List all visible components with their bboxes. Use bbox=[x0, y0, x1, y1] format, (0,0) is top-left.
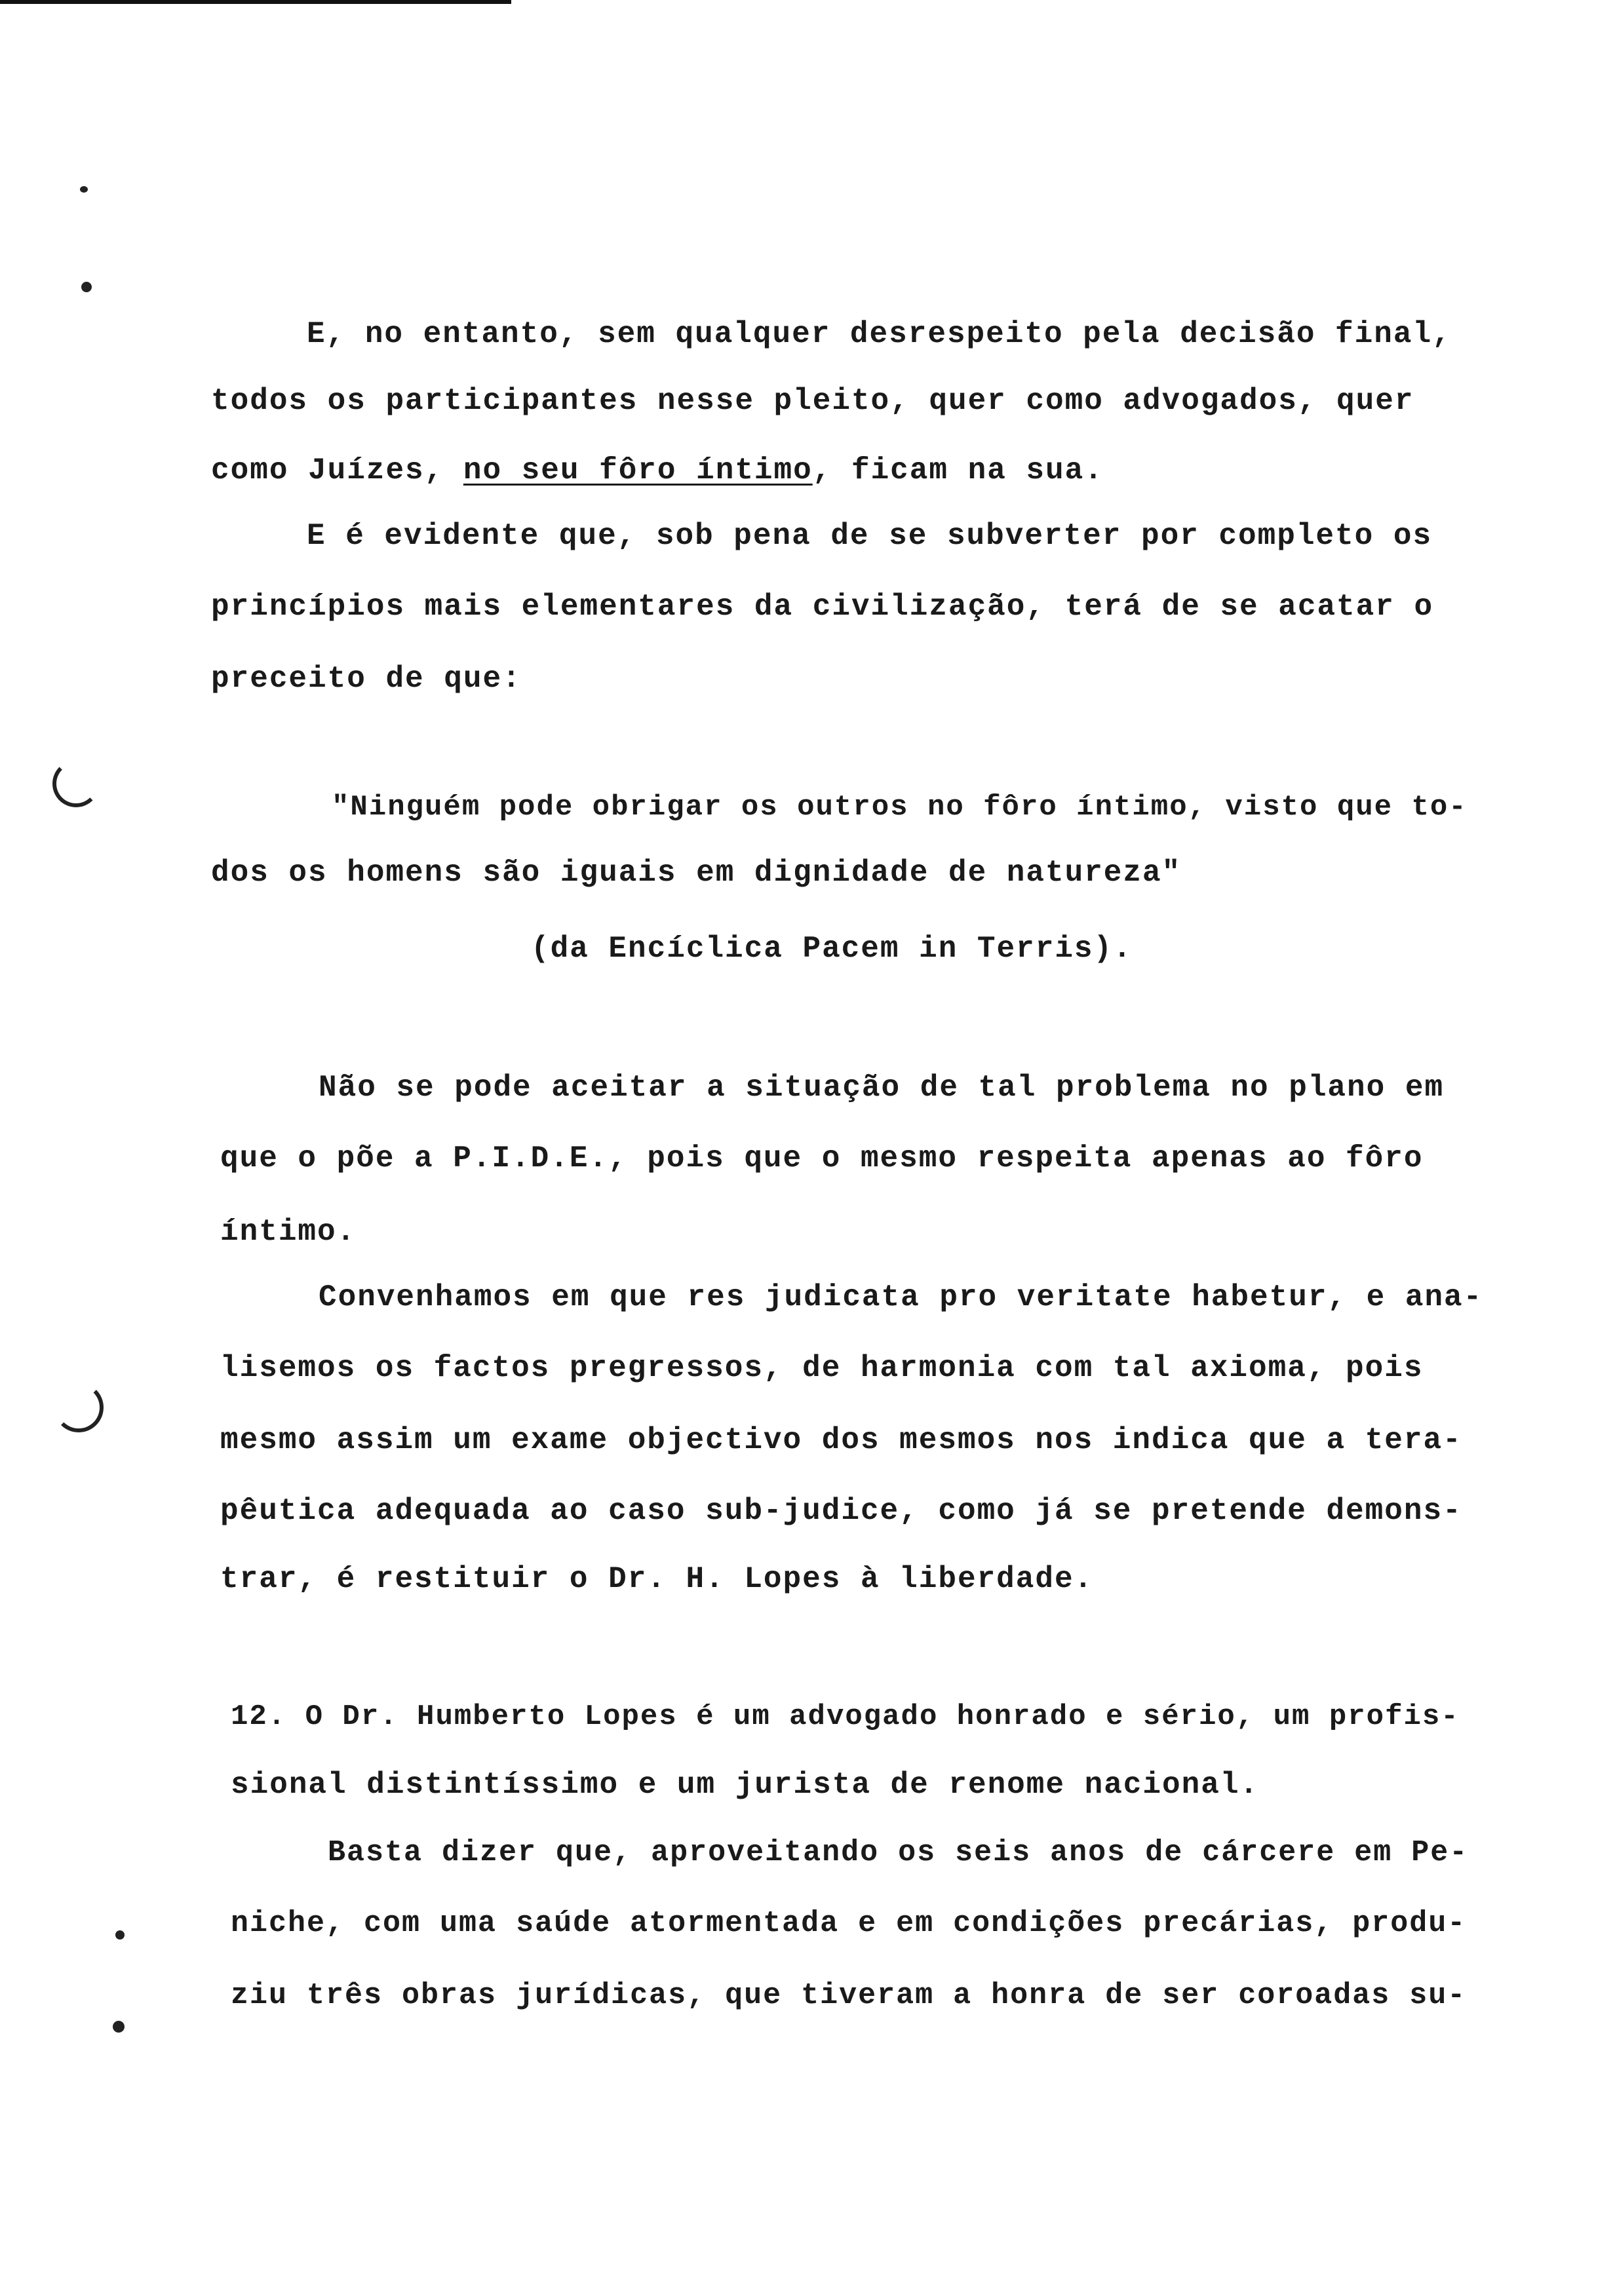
punch-hole-ring-bottom bbox=[54, 1383, 104, 1432]
paragraph-1-line-3 bbox=[211, 452, 1104, 489]
paragraph-1-line-1: E, no entanto, sem qualquer desrespeito pela decisão final, bbox=[307, 317, 1452, 351]
paragraph-4-line-2: lisemos os factos pregressos, de harmonia com tal axioma, pois bbox=[220, 1351, 1424, 1385]
paragraph-6-line-1: Basta dizer que, aproveitando os seis anos de cárcere em Pe- bbox=[328, 1836, 1469, 1869]
paragraph-1-line-2: todos os participantes nesse pleito, quer como advogados, quer bbox=[211, 384, 1414, 418]
paragraph-1-line-3-start: como Juízes, bbox=[211, 453, 463, 488]
paragraph-6-line-3: ziu três obras jurídicas, que tiveram a honra de ser coroadas su- bbox=[231, 1979, 1467, 2012]
quote-line-1: "Ninguém pode obrigar os outros no fôro íntimo, visto que to- bbox=[332, 791, 1468, 824]
punch-hole-mark bbox=[113, 2021, 125, 2033]
scan-mark bbox=[80, 186, 88, 193]
paragraph-4-line-3: mesmo assim um exame objectivo dos mesmos nos indica que a tera- bbox=[220, 1423, 1462, 1457]
paragraph-3-line-1: Não se pode aceitar a situação de tal problema no plano em bbox=[319, 1071, 1445, 1105]
paragraph-2-line-2: princípios mais elementares da civilização, terá de se acatar o bbox=[211, 590, 1434, 624]
punch-hole-mark bbox=[81, 282, 92, 292]
underlined-phrase: no seu fôro íntimo bbox=[463, 453, 813, 488]
quote-line-2: dos os homens são iguais em dignidade de natureza" bbox=[211, 856, 1182, 890]
punch-hole-ring-top bbox=[52, 760, 100, 807]
paragraph-4-line-4: pêutica adequada ao caso sub-judice, como já se pretende demons- bbox=[220, 1494, 1462, 1528]
punch-hole-mark bbox=[115, 1930, 125, 1940]
paragraph-3-line-2: que o põe a P.I.D.E., pois que o mesmo respeita apenas ao fôro bbox=[220, 1141, 1424, 1176]
paragraph-2-line-1: E é evidente que, sob pena de se subverter por completo os bbox=[307, 519, 1433, 553]
page-top-edge bbox=[0, 0, 511, 4]
paragraph-6-line-2: niche, com uma saúde atormentada e em condições precárias, produ- bbox=[231, 1907, 1467, 1940]
paragraph-3-line-3: íntimo. bbox=[220, 1215, 357, 1249]
quote-source: (da Encíclica Pacem in Terris). bbox=[531, 932, 1133, 966]
paragraph-4-line-1: Convenhamos em que res judicata pro veritate habetur, e ana- bbox=[319, 1280, 1483, 1314]
paragraph-5-line-1: 12. O Dr. Humberto Lopes é um advogado honrado e sério, um profis- bbox=[231, 1700, 1460, 1733]
paragraph-4-line-5: trar, é restituir o Dr. H. Lopes à liberdade. bbox=[220, 1562, 1094, 1596]
paragraph-1-line-3-end: , ficam na sua. bbox=[812, 453, 1104, 488]
paragraph-2-line-3: preceito de que: bbox=[211, 662, 522, 696]
paragraph-5-line-2: sional distintíssimo e um jurista de renome nacional. bbox=[231, 1768, 1260, 1802]
